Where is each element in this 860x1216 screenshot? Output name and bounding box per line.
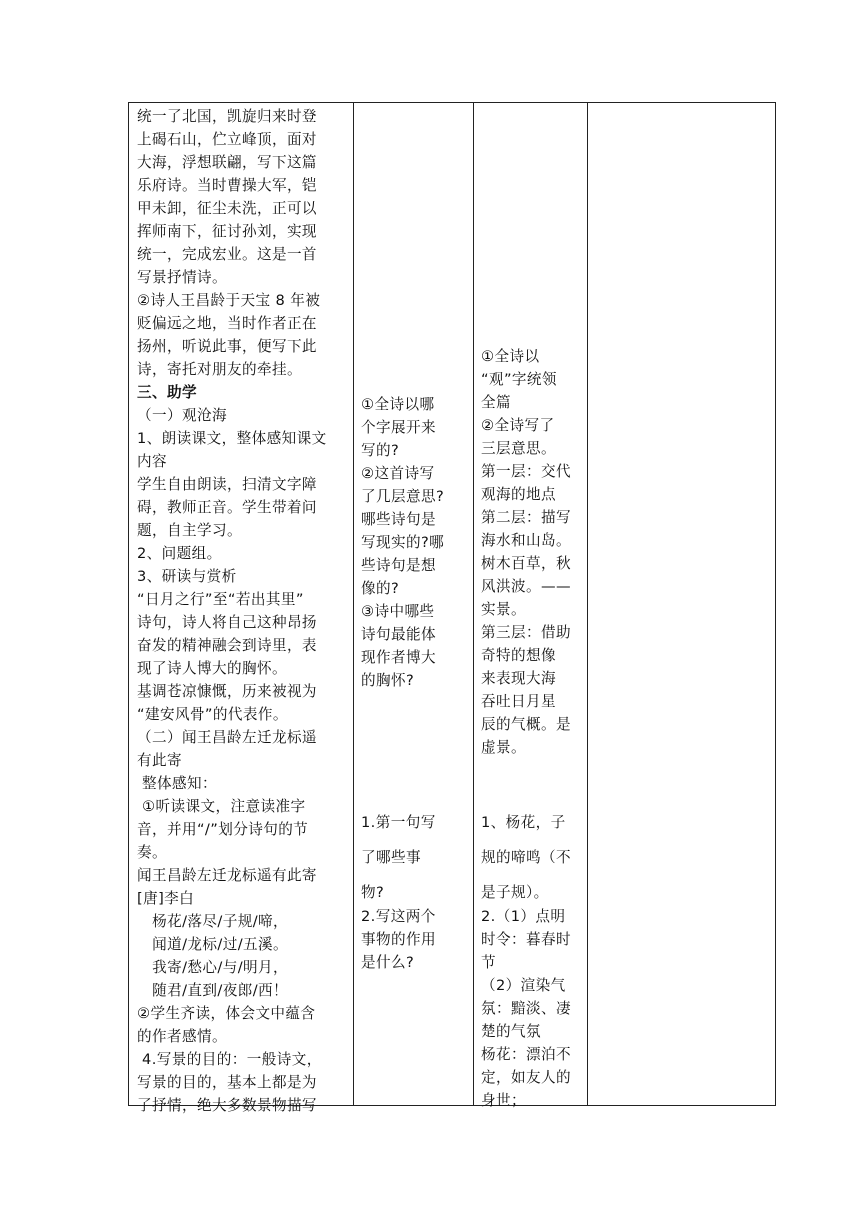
questions-block-2 [361,805,471,910]
text-line: 诗句，诗人将自己这种昂扬 [137,614,317,631]
text-line: 甲未卸，征尘未洗，正可以 [137,200,317,217]
text-line: 1、杨花，子 [481,814,566,831]
text-line: ①全诗以哪 [361,396,435,413]
text-line: 3、研读与赏析 [137,568,237,585]
text-line: 规的啼鸣（不 [481,849,571,866]
text-line: 4.写景的目的：一般诗文， [137,1051,322,1068]
text-line: 氛：黯淡、凄 [481,1000,571,1017]
text-line: ①听读课文，注意读准字 [137,798,306,815]
text-line: 的胸怀? [361,672,415,689]
text-line: 时令：暮春时 [481,931,571,948]
text-line: 2.写这两个 [361,908,436,925]
text-line: 现了诗人博大的胸怀。 [137,660,287,677]
text-line: 个字展开来 [361,419,436,436]
text-line: （一）观沧海 [137,407,227,424]
text-line: 内容 [137,453,167,470]
column-divider [353,103,354,1105]
text-line: 是什么? [361,954,415,971]
column-divider [473,103,474,1105]
text-line: （2）渲染气 [481,977,566,994]
poem-line: 杨花/落尽/子规/啼， [137,913,289,930]
text-line: 第二层：描写 [481,509,571,526]
text-line: 了几层意思? [361,488,445,505]
text-line: ①全诗以 [481,348,540,365]
text-line: 有此寄 [137,752,182,769]
section-heading: 三、助学 [137,384,197,401]
text-line: 辰的气概。是 [481,716,571,733]
text-line: 三层意思。 [481,440,556,457]
text-line: 节 [481,954,496,971]
text-line: 诗句最能体 [361,626,436,643]
text-line: “观”字统领 [481,371,557,388]
answers-block-2 [481,805,585,910]
text-line: 写景的目的，基本上都是为 [137,1074,317,1091]
poem-title: 闻王昌龄左迁龙标遥有此寄 [137,867,317,884]
text-line: “建安风骨”的代表作。 [137,706,288,723]
text-line: 了抒情，绝大多数景物描写 [137,1097,317,1114]
text-line: 实景。 [481,601,526,618]
text-line: 奋发的精神融会到诗里，表 [137,637,317,654]
text-line: 哪些诗句是 [361,511,436,528]
text-line: ③诗中哪些 [361,603,435,620]
text-line: 挥师南下，征讨孙刘，实现 [137,223,317,240]
text-line: 吞吐日月星 [481,693,556,710]
text-line: 写景抒情诗。 [137,269,227,286]
text-line: 是子规）。 [481,884,549,901]
lesson-table [128,102,776,1114]
text-line: 整体感知： [137,775,218,792]
text-line: 第一层：交代 [481,463,571,480]
text-line: 物? [361,884,385,901]
text-line: ②诗人王昌龄于天宝 8 年被 [137,292,321,309]
text-line: 统一，完成宏业。这是一首 [137,246,317,263]
text-line: ②这首诗写 [361,465,435,482]
text-line: 楚的气氛 [481,1023,541,1040]
text-line: 基调苍凉慷慨，历来被视为 [137,683,317,700]
text-line: 来表现大海 [481,670,556,687]
text-line: 的作者感情。 [137,1028,227,1045]
text-line: 写现实的?哪 [361,534,445,551]
text-line: ②全诗写了 [481,417,555,434]
questions-block-1 [361,393,471,692]
text-line: 题，自主学习。 [137,522,242,539]
text-line: 大海，浮想联翩，写下这篇 [137,154,317,171]
answers-block-3 [481,905,585,1112]
text-line: 奏。 [137,844,167,861]
text-line: 身世； [481,1092,526,1109]
text-line: 事物的作用 [361,931,436,948]
text-line: 像的? [361,580,400,597]
text-line: 贬偏远之地，当时作者正在 [137,315,317,332]
text-line: 虚景。 [481,739,526,756]
text-line: 2.（1）点明 [481,908,566,925]
text-line: 写的? [361,442,400,459]
text-line: 观海的地点 [481,486,556,503]
teaching-process-cell [137,105,351,1117]
poem-author: [唐]李白 [137,890,195,907]
text-line: 第三层：借助 [481,624,571,641]
text-line: 海水和山岛。 [481,532,571,549]
text-line: 1、朗读课文，整体感知课文 [137,430,327,447]
text-line: 上碣石山，伫立峰顶，面对 [137,131,317,148]
questions-block-3 [361,905,471,974]
poem-line: 闻道/龙标/过/五溪。 [137,936,289,953]
text-line: 扬州，听说此事，便写下此 [137,338,317,355]
text-line: 定，如友人的 [481,1069,571,1086]
text-line: 些诗句是想 [361,557,436,574]
text-line: 奇特的想像 [481,647,556,664]
text-line: 了哪些事 [361,849,421,866]
answers-block-1 [481,345,585,759]
text-line: 诗，寄托对朋友的牵挂。 [137,361,302,378]
text-line: 树木百草，秋 [481,555,571,572]
text-line: “日月之行”至“若出其里” [137,591,304,608]
poem-line: 随君/直到/夜郎/西！ [137,982,289,999]
text-line: 学生自由朗读，扫清文字障 [137,476,317,493]
text-line: 碍，教师正音。学生带着问 [137,499,317,516]
text-line: 1.第一句写 [361,814,436,831]
text-line: 统一了北国，凯旋归来时登 [137,108,317,125]
text-line: 音，并用“/”划分诗句的节 [137,821,309,838]
text-line: 2、问题组。 [137,545,222,562]
text-line: 杨花：漂泊不 [481,1046,571,1063]
text-line: 现作者博大 [361,649,436,666]
text-line: 全篇 [481,394,511,411]
text-line: （二）闻王昌龄左迁龙标遥 [137,729,317,746]
text-line: ②学生齐读，体会文中蕴含 [137,1005,316,1022]
text-line: 乐府诗。当时曹操大军，铠 [137,177,317,194]
column-divider [587,103,588,1105]
poem-line: 我寄/愁心/与/明月， [137,959,289,976]
text-line: 风洪波。—— [481,578,571,595]
